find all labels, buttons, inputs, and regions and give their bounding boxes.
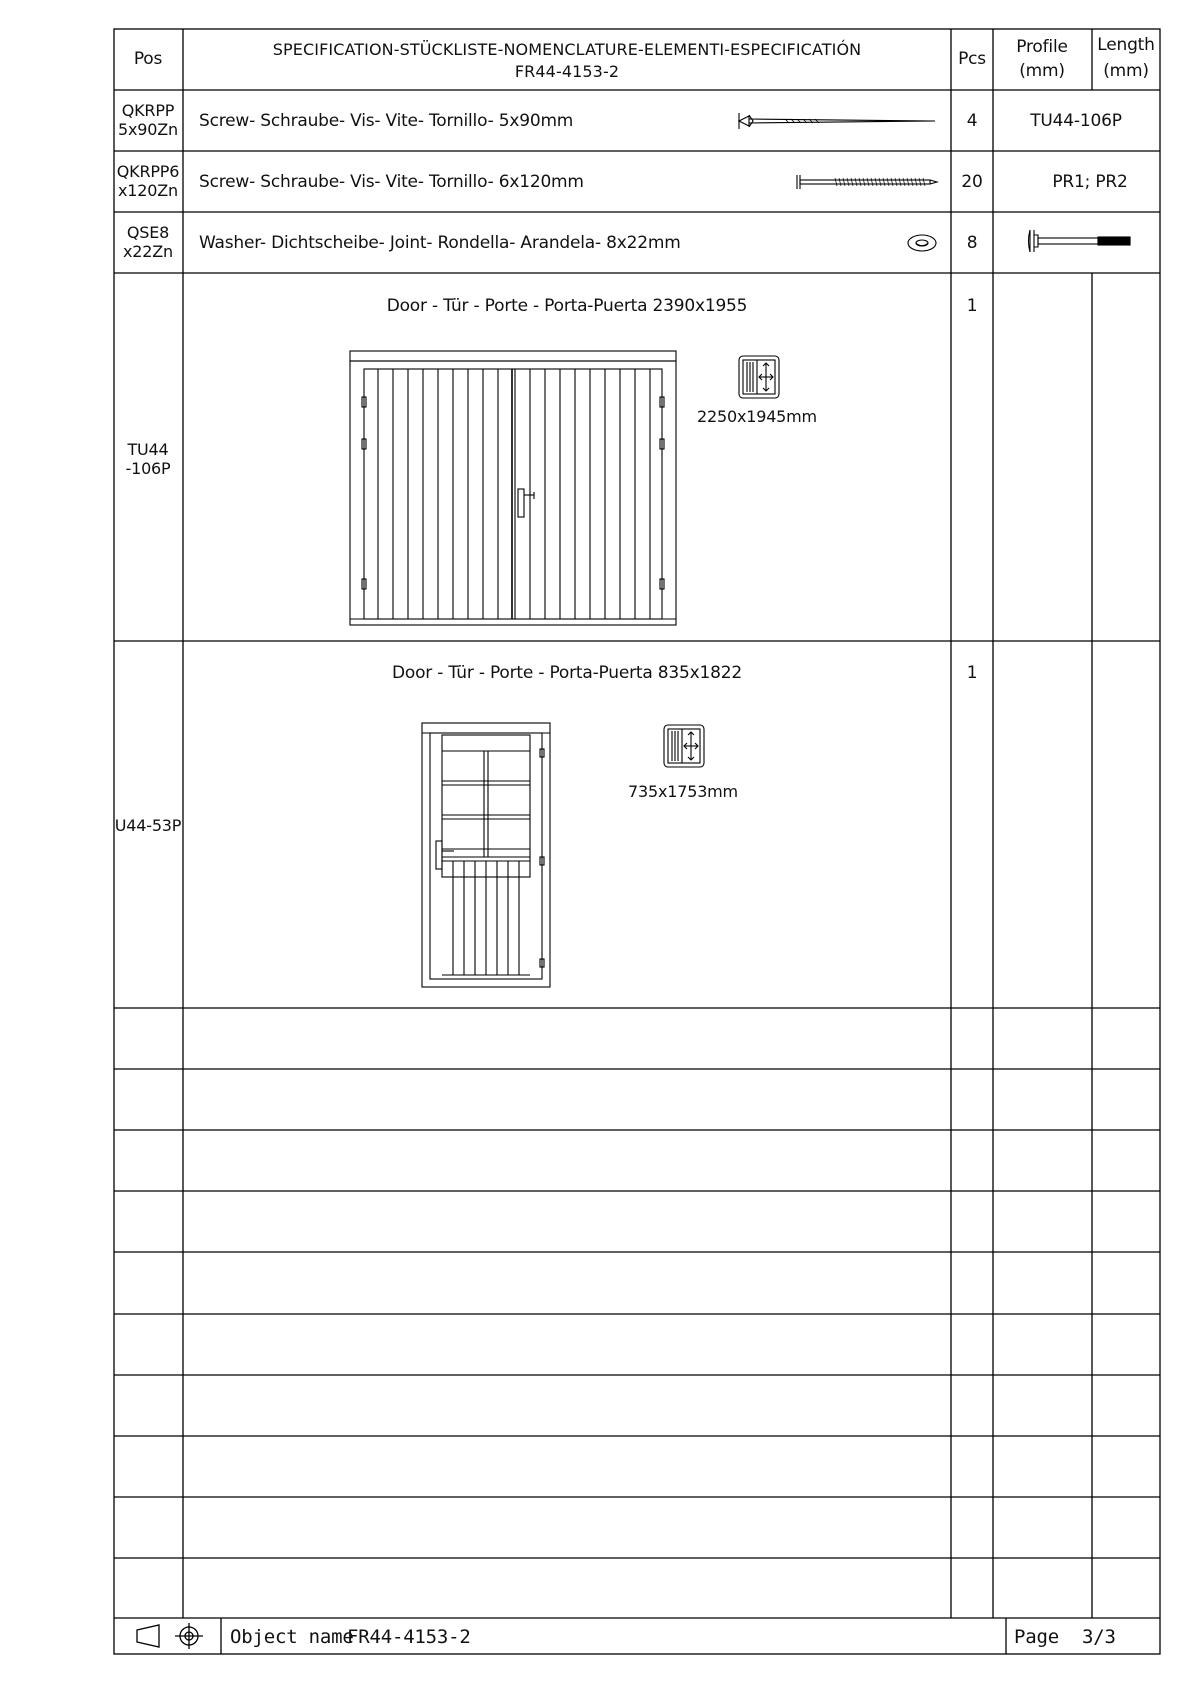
header-profile: Profile [1016, 37, 1068, 57]
row-profile: PR1; PR2 [1052, 172, 1128, 192]
page-label: Page [1014, 1626, 1059, 1648]
header-length: Length [1097, 35, 1155, 55]
row-description: Washer- Dichtscheibe- Joint- Rondella- Arandela- 8x22mm [199, 233, 681, 253]
row-pcs: 4 [966, 111, 978, 131]
row-profile: TU44-106P [1030, 111, 1122, 131]
row-pcs: 20 [961, 172, 983, 192]
row-description: Door - Tür - Porte - Porta-Puerta 835x1822 [392, 663, 742, 683]
object-name-value: FR44-4153-2 [347, 1626, 471, 1648]
door-opening-icon [737, 354, 781, 400]
row-pos-code: QKRPP6 [116, 162, 180, 181]
row-pos-code-suffix: x22Zn [123, 242, 173, 261]
washer-icon [905, 233, 939, 253]
header-spec-code: FR44-4153-2 [514, 62, 620, 81]
opening-size: 2250x1945mm [697, 407, 817, 426]
row-pos-code-suffix: 5x90Zn [118, 120, 178, 139]
row-pcs: 1 [966, 296, 978, 316]
long-screw-icon [735, 111, 940, 131]
row-pos-code: QSE8 [126, 223, 170, 242]
row-pcs: 8 [966, 233, 978, 253]
row-description: Door - Tür - Porte - Porta-Puerta 2390x1955 [386, 296, 748, 316]
threaded-screw-icon [795, 172, 940, 192]
door-opening-icon [662, 723, 706, 769]
row-pos-code-suffix: -106P [125, 459, 171, 478]
row-pcs: 1 [966, 663, 978, 683]
header-pos: Pos [133, 49, 163, 69]
projection-symbol-icon [133, 1622, 213, 1650]
bolt-icon [1026, 226, 1136, 256]
object-name-label: Object name [230, 1626, 354, 1648]
row-pos-code: TU44 [127, 440, 169, 459]
double-door-drawing [348, 349, 678, 627]
header-spec-title: SPECIFICATION-STÜCKLISTE-NOMENCLATURE-ELEMENTI-ESPECIFICATIÓN [272, 40, 862, 59]
row-pos-code: QKRPP [121, 101, 175, 120]
row-description: Screw- Schraube- Vis- Vite- Tornillo- 6x120mm [199, 172, 584, 192]
row-pos-code: U44-53P [114, 816, 182, 835]
header-profile-unit: (mm) [1019, 61, 1065, 81]
opening-size: 735x1753mm [628, 782, 738, 801]
single-door-drawing [420, 721, 552, 989]
header-length-unit: (mm) [1103, 61, 1149, 81]
row-description: Screw- Schraube- Vis- Vite- Tornillo- 5x90mm [199, 111, 574, 131]
header-pcs: Pcs [958, 49, 986, 69]
row-pos-code-suffix: x120Zn [118, 181, 178, 200]
page-number: 3/3 [1082, 1626, 1116, 1648]
